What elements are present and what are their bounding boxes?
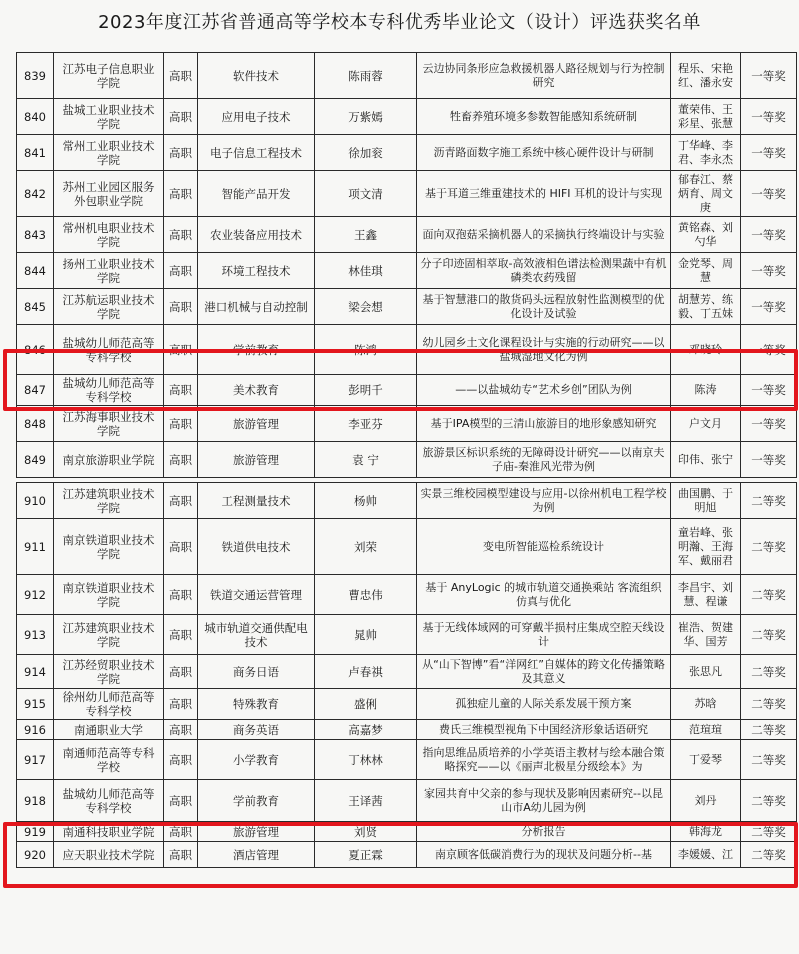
cell-student: 陈鸿 bbox=[315, 325, 417, 375]
cell-topic: 基于IPA模型的三清山旅游目的地形象感知研究 bbox=[417, 406, 671, 442]
table-row bbox=[17, 655, 797, 689]
cell-student: 项文清 bbox=[315, 171, 417, 217]
table-row bbox=[17, 519, 797, 575]
cell-level: 高职 bbox=[164, 325, 198, 375]
cell-award: 一等奖 bbox=[741, 442, 797, 478]
cell-number: 842 bbox=[17, 171, 54, 217]
cell-number: 911 bbox=[17, 519, 54, 575]
cell-advisor: 张思凡 bbox=[671, 655, 741, 689]
cell-advisor: 范瑄瑄 bbox=[671, 720, 741, 740]
cell-topic: 指向思维品质培养的小学英语主教材与绘本融合策略探究——以《丽声北极星分级绘本》为 bbox=[417, 740, 671, 780]
cell-advisor: 李媛媛、江 bbox=[671, 842, 741, 868]
cell-topic: 幼儿园乡土文化课程设计与实施的行动研究——以盐城湿地文化为例 bbox=[417, 325, 671, 375]
cell-topic: 云边协同条形应急救援机器人路径规划与行为控制研究 bbox=[417, 53, 671, 99]
table-row bbox=[17, 99, 797, 135]
cell-topic: 分析报告 bbox=[417, 822, 671, 842]
cell-student: 高嘉梦 bbox=[315, 720, 417, 740]
cell-school: 江苏建筑职业技术学院 bbox=[54, 615, 164, 655]
cell-award: 二等奖 bbox=[741, 615, 797, 655]
cell-level: 高职 bbox=[164, 406, 198, 442]
cell-major: 城市轨道交通供配电技术 bbox=[198, 615, 315, 655]
cell-school: 扬州工业职业技术学院 bbox=[54, 253, 164, 289]
cell-number: 839 bbox=[17, 53, 54, 99]
cell-number: 840 bbox=[17, 99, 54, 135]
cell-number: 915 bbox=[17, 689, 54, 720]
cell-school: 盐城幼儿师范高等专科学校 bbox=[54, 780, 164, 822]
cell-number: 917 bbox=[17, 740, 54, 780]
cell-topic: 基于无线体域网的可穿戴半损村庄集成空腔天线设计 bbox=[417, 615, 671, 655]
cell-major: 电子信息工程技术 bbox=[198, 135, 315, 171]
cell-advisor: 李昌宇、刘慧、程谦 bbox=[671, 575, 741, 615]
table-row bbox=[17, 325, 797, 375]
cell-topic: 基于耳道三维重建技术的 HIFI 耳机的设计与实现 bbox=[417, 171, 671, 217]
cell-award: 二等奖 bbox=[741, 689, 797, 720]
cell-student: 林佳琪 bbox=[315, 253, 417, 289]
cell-advisor: 董荣伟、王彩星、张慧 bbox=[671, 99, 741, 135]
cell-advisor: 户文月 bbox=[671, 406, 741, 442]
table-row bbox=[17, 53, 797, 99]
cell-award: 二等奖 bbox=[741, 842, 797, 868]
cell-major: 旅游管理 bbox=[198, 406, 315, 442]
cell-number: 847 bbox=[17, 375, 54, 406]
table-row bbox=[17, 689, 797, 720]
table-row bbox=[17, 406, 797, 442]
cell-advisor: 丁华峰、李君、李永杰 bbox=[671, 135, 741, 171]
cell-level: 高职 bbox=[164, 780, 198, 822]
awards-table bbox=[16, 52, 797, 868]
table-row bbox=[17, 842, 797, 868]
table-row bbox=[17, 740, 797, 780]
cell-major: 农业装备应用技术 bbox=[198, 217, 315, 253]
cell-student: 夏正霖 bbox=[315, 842, 417, 868]
cell-advisor: 曲国鹏、于明旭 bbox=[671, 483, 741, 519]
cell-major: 环境工程技术 bbox=[198, 253, 315, 289]
page-title: 2023年度江苏省普通高等学校本专科优秀毕业论文（设计）评选获奖名单 bbox=[98, 12, 701, 33]
cell-major: 酒店管理 bbox=[198, 842, 315, 868]
cell-advisor: 金党琴、周慧 bbox=[671, 253, 741, 289]
cell-major: 港口机械与自动控制 bbox=[198, 289, 315, 325]
cell-number: 910 bbox=[17, 483, 54, 519]
cell-school: 南京铁道职业技术学院 bbox=[54, 575, 164, 615]
cell-school: 南通科技职业学院 bbox=[54, 822, 164, 842]
cell-topic: 基于 AnyLogic 的城市轨道交通换乘站 客流组织仿真与优化 bbox=[417, 575, 671, 615]
cell-school: 南通职业大学 bbox=[54, 720, 164, 740]
cell-major: 旅游管理 bbox=[198, 442, 315, 478]
cell-school: 应天职业技术学院 bbox=[54, 842, 164, 868]
table-row bbox=[17, 289, 797, 325]
cell-level: 高职 bbox=[164, 822, 198, 842]
awards-table-body bbox=[17, 53, 797, 868]
cell-major: 应用电子技术 bbox=[198, 99, 315, 135]
cell-award: 二等奖 bbox=[741, 822, 797, 842]
cell-topic: 费氏三维模型视角下中国经济形象话语研究 bbox=[417, 720, 671, 740]
cell-level: 高职 bbox=[164, 171, 198, 217]
cell-number: 920 bbox=[17, 842, 54, 868]
cell-number: 843 bbox=[17, 217, 54, 253]
cell-award: 二等奖 bbox=[741, 740, 797, 780]
cell-major: 美术教育 bbox=[198, 375, 315, 406]
cell-school: 盐城幼儿师范高等专科学校 bbox=[54, 375, 164, 406]
cell-major: 商务日语 bbox=[198, 655, 315, 689]
table-row bbox=[17, 822, 797, 842]
cell-number: 846 bbox=[17, 325, 54, 375]
cell-topic: 旅游景区标识系统的无障碍设计研究——以南京夫子庙-秦淮风光带为例 bbox=[417, 442, 671, 478]
cell-advisor: 崔浩、贺建华、国芳 bbox=[671, 615, 741, 655]
cell-advisor: 黄铭森、刘勺华 bbox=[671, 217, 741, 253]
cell-student: 王译茜 bbox=[315, 780, 417, 822]
cell-topic: 南京顾客低碳消费行为的现状及问题分析--基 bbox=[417, 842, 671, 868]
cell-school: 江苏建筑职业技术学院 bbox=[54, 483, 164, 519]
cell-student: 晁帅 bbox=[315, 615, 417, 655]
cell-student: 万紫嫣 bbox=[315, 99, 417, 135]
cell-award: 一等奖 bbox=[741, 406, 797, 442]
cell-school: 江苏航运职业技术学院 bbox=[54, 289, 164, 325]
cell-level: 高职 bbox=[164, 483, 198, 519]
cell-level: 高职 bbox=[164, 740, 198, 780]
table-row bbox=[17, 615, 797, 655]
cell-school: 盐城工业职业技术学院 bbox=[54, 99, 164, 135]
cell-topic: ——以盐城幼专“艺术乡创”团队为例 bbox=[417, 375, 671, 406]
cell-major: 学前教育 bbox=[198, 780, 315, 822]
cell-level: 高职 bbox=[164, 253, 198, 289]
cell-student: 盛俐 bbox=[315, 689, 417, 720]
table-row bbox=[17, 171, 797, 217]
cell-school: 常州机电职业技术学院 bbox=[54, 217, 164, 253]
cell-level: 高职 bbox=[164, 217, 198, 253]
cell-number: 912 bbox=[17, 575, 54, 615]
cell-major: 铁道交通运营管理 bbox=[198, 575, 315, 615]
cell-student: 李亚芬 bbox=[315, 406, 417, 442]
cell-student: 杨帅 bbox=[315, 483, 417, 519]
cell-student: 梁会想 bbox=[315, 289, 417, 325]
cell-award: 一等奖 bbox=[741, 99, 797, 135]
cell-advisor: 刘丹 bbox=[671, 780, 741, 822]
cell-major: 智能产品开发 bbox=[198, 171, 315, 217]
cell-topic: 牲畜养殖环境多参数智能感知系统研制 bbox=[417, 99, 671, 135]
cell-school: 江苏经贸职业技术学院 bbox=[54, 655, 164, 689]
cell-number: 841 bbox=[17, 135, 54, 171]
cell-school: 南京铁道职业技术学院 bbox=[54, 519, 164, 575]
table-row bbox=[17, 780, 797, 822]
cell-award: 一等奖 bbox=[741, 325, 797, 375]
cell-topic: 沥青路面数字施工系统中核心硬件设计与研制 bbox=[417, 135, 671, 171]
cell-advisor: 韩海龙 bbox=[671, 822, 741, 842]
cell-award: 二等奖 bbox=[741, 655, 797, 689]
cell-level: 高职 bbox=[164, 720, 198, 740]
cell-number: 919 bbox=[17, 822, 54, 842]
cell-number: 845 bbox=[17, 289, 54, 325]
table-row bbox=[17, 720, 797, 740]
cell-student: 袁 宁 bbox=[315, 442, 417, 478]
cell-level: 高职 bbox=[164, 99, 198, 135]
cell-school: 常州工业职业技术学院 bbox=[54, 135, 164, 171]
cell-advisor: 童岩峰、张明瀚、王海军、戴丽君 bbox=[671, 519, 741, 575]
cell-student: 彭明千 bbox=[315, 375, 417, 406]
cell-advisor: 程乐、宋艳红、潘永安 bbox=[671, 53, 741, 99]
cell-topic: 分子印迹固相萃取-高效液相色谱法检测果蔬中有机磷类农药残留 bbox=[417, 253, 671, 289]
cell-topic: 变电所智能巡检系统设计 bbox=[417, 519, 671, 575]
cell-school: 江苏海事职业技术学院 bbox=[54, 406, 164, 442]
table-row bbox=[17, 135, 797, 171]
cell-student: 刘贤 bbox=[315, 822, 417, 842]
cell-award: 二等奖 bbox=[741, 720, 797, 740]
table-row bbox=[17, 442, 797, 478]
cell-award: 二等奖 bbox=[741, 483, 797, 519]
cell-number: 918 bbox=[17, 780, 54, 822]
cell-student: 丁林林 bbox=[315, 740, 417, 780]
cell-advisor: 丁爱琴 bbox=[671, 740, 741, 780]
cell-award: 二等奖 bbox=[741, 780, 797, 822]
cell-level: 高职 bbox=[164, 53, 198, 99]
table-row bbox=[17, 217, 797, 253]
cell-number: 849 bbox=[17, 442, 54, 478]
cell-award: 一等奖 bbox=[741, 53, 797, 99]
cell-award: 一等奖 bbox=[741, 171, 797, 217]
cell-school: 盐城幼儿师范高等专科学校 bbox=[54, 325, 164, 375]
cell-school: 徐州幼儿师范高等专科学校 bbox=[54, 689, 164, 720]
cell-level: 高职 bbox=[164, 519, 198, 575]
cell-major: 小学教育 bbox=[198, 740, 315, 780]
cell-school: 苏州工业园区服务外包职业学院 bbox=[54, 171, 164, 217]
cell-major: 工程测量技术 bbox=[198, 483, 315, 519]
cell-major: 学前教育 bbox=[198, 325, 315, 375]
cell-award: 一等奖 bbox=[741, 375, 797, 406]
cell-level: 高职 bbox=[164, 615, 198, 655]
cell-award: 一等奖 bbox=[741, 217, 797, 253]
cell-school: 南京旅游职业学院 bbox=[54, 442, 164, 478]
table-row bbox=[17, 575, 797, 615]
cell-topic: 孤独症儿童的人际关系发展干预方案 bbox=[417, 689, 671, 720]
cell-level: 高职 bbox=[164, 842, 198, 868]
cell-major: 旅游管理 bbox=[198, 822, 315, 842]
cell-topic: 从“山下智博”看“洋网红”自媒体的跨文化传播策略及其意义 bbox=[417, 655, 671, 689]
cell-advisor: 陈涛 bbox=[671, 375, 741, 406]
cell-major: 铁道供电技术 bbox=[198, 519, 315, 575]
cell-student: 陈雨蓉 bbox=[315, 53, 417, 99]
cell-major: 软件技术 bbox=[198, 53, 315, 99]
cell-number: 848 bbox=[17, 406, 54, 442]
cell-level: 高职 bbox=[164, 689, 198, 720]
cell-award: 一等奖 bbox=[741, 289, 797, 325]
cell-major: 特殊教育 bbox=[198, 689, 315, 720]
cell-advisor: 邓晓玲 bbox=[671, 325, 741, 375]
cell-advisor: 郁春江、蔡炳育、周文庚 bbox=[671, 171, 741, 217]
cell-school: 江苏电子信息职业学院 bbox=[54, 53, 164, 99]
cell-student: 刘荣 bbox=[315, 519, 417, 575]
cell-topic: 面向双孢菇采摘机器人的采摘执行终端设计与实验 bbox=[417, 217, 671, 253]
cell-award: 二等奖 bbox=[741, 575, 797, 615]
cell-award: 二等奖 bbox=[741, 519, 797, 575]
cell-advisor: 苏晗 bbox=[671, 689, 741, 720]
cell-number: 914 bbox=[17, 655, 54, 689]
table-row bbox=[17, 375, 797, 406]
cell-student: 卢春祺 bbox=[315, 655, 417, 689]
cell-student: 徐加衮 bbox=[315, 135, 417, 171]
cell-topic: 家园共育中父亲的参与现状及影响因素研究--以昆山市A幼儿园为例 bbox=[417, 780, 671, 822]
cell-major: 商务英语 bbox=[198, 720, 315, 740]
cell-topic: 实景三维校园模型建设与应用-以徐州机电工程学校为例 bbox=[417, 483, 671, 519]
table-row bbox=[17, 483, 797, 519]
cell-award: 一等奖 bbox=[741, 253, 797, 289]
cell-level: 高职 bbox=[164, 442, 198, 478]
cell-level: 高职 bbox=[164, 575, 198, 615]
cell-student: 王鑫 bbox=[315, 217, 417, 253]
cell-advisor: 胡慧芳、练毅、丁五妹 bbox=[671, 289, 741, 325]
cell-student: 曹忠伟 bbox=[315, 575, 417, 615]
cell-number: 916 bbox=[17, 720, 54, 740]
cell-level: 高职 bbox=[164, 655, 198, 689]
cell-advisor: 印伟、张宁 bbox=[671, 442, 741, 478]
cell-level: 高职 bbox=[164, 135, 198, 171]
cell-number: 844 bbox=[17, 253, 54, 289]
cell-level: 高职 bbox=[164, 375, 198, 406]
cell-level: 高职 bbox=[164, 289, 198, 325]
cell-number: 913 bbox=[17, 615, 54, 655]
cell-school: 南通师范高等专科学校 bbox=[54, 740, 164, 780]
table-row bbox=[17, 253, 797, 289]
cell-award: 一等奖 bbox=[741, 135, 797, 171]
cell-topic: 基于智慧港口的散货码头远程放射性监测模型的优化设计及试验 bbox=[417, 289, 671, 325]
